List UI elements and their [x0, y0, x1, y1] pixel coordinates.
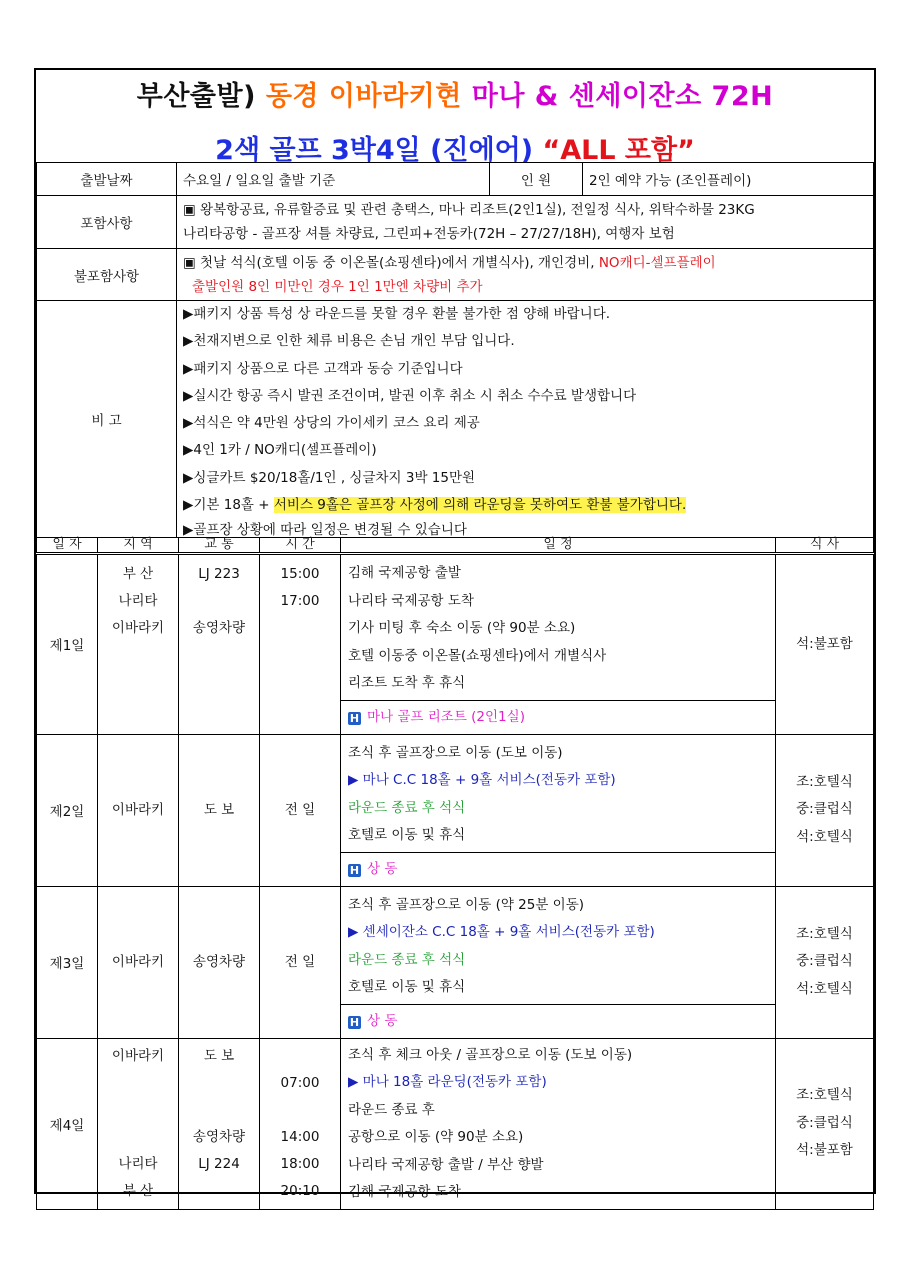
transport: 도 보 [203, 1047, 235, 1064]
region-cell [98, 554, 179, 735]
plan-list [341, 1039, 775, 1209]
region: 부 산 [122, 1182, 154, 1199]
plan-line: ▶ 센세이잔소 C.C 18홀 + 9홀 서비스(전동카 포함) [348, 924, 655, 940]
header-transport: 교 통 [179, 538, 260, 554]
meal-item: 조:호텔식 [796, 773, 853, 790]
excluded-label: 불포함사항 [37, 249, 177, 301]
remark-line: ▶천재지변으로 인한 체류 비용은 손님 개인 부담 입니다. [183, 333, 515, 350]
plan-line: 조식 후 체크 아웃 / 골프장으로 이동 (도보 이동) [348, 1046, 633, 1063]
header-plan: 일 정 [341, 538, 776, 554]
transport-cell [179, 1038, 260, 1209]
time-cell [260, 886, 341, 1038]
hotel-name: 마나 골프 리조트 (2인1실) [367, 708, 525, 725]
day-cell: 제4일 [37, 1038, 98, 1209]
region: 부 산 [122, 566, 154, 582]
departure-label: 출발날짜 [37, 163, 177, 196]
plan-line: 기사 미팅 후 숙소 이동 (약 90분 소요) [348, 620, 576, 636]
plan-line: ▶ 마나 C.C 18홀 + 9홀 서비스(전동카 포함) [348, 772, 616, 788]
plan-list [341, 887, 775, 1004]
hotel-line [341, 852, 775, 886]
region: 이바라키 [111, 801, 165, 818]
plan-line: 김해 국제공항 도착 [348, 1184, 461, 1200]
remark-line: ▶골프장 상황에 따라 일정은 변경될 수 있습니다 [183, 522, 467, 539]
header-meal: 식 사 [776, 538, 874, 554]
plan-line: 조식 후 골프장으로 이동 (도보 이동) [348, 744, 563, 761]
remark-line: ▶패키지 상품 특성 상 라운드를 못할 경우 환불 불가한 점 양해 바랍니다. [183, 306, 611, 322]
meal-item: 석:호텔식 [796, 828, 853, 845]
plan-line: 호텔로 이동 및 휴식 [348, 827, 466, 843]
excluded-line: ▣ 첫날 석식(호텔 이동 중 이온몰(쇼핑센타)에서 개별식사), 개인경비, [183, 254, 599, 271]
day-cell: 제1일 [37, 554, 98, 735]
remark-line: ▶싱글카트 $20/18홀/1인 , 싱글차지 3박 15만원 [183, 469, 476, 486]
meal-item: 중:클럽식 [796, 1114, 853, 1131]
region [98, 1097, 178, 1124]
plan-line: 라운드 종료 후 [348, 1101, 435, 1118]
region-list [98, 555, 178, 642]
departure-value: 수요일 / 일요일 출발 기준 [177, 163, 490, 196]
transport-list [179, 949, 259, 976]
transport [179, 1097, 259, 1124]
remark-line [183, 492, 867, 519]
region: 나리타 [118, 1155, 158, 1172]
meal-cell [776, 1038, 874, 1209]
remark-line: ▶실시간 항공 즉시 발권 조건이며, 발권 이후 취소 시 취소 수수료 발생합니다 [183, 387, 637, 404]
info-table [36, 162, 874, 538]
people-label: 인 원 [490, 163, 583, 196]
region [98, 1124, 178, 1151]
schedule-table [36, 537, 874, 1210]
region: 이바라키 [111, 1047, 165, 1064]
included-line: ▣ 왕복항공료, 유류할증료 및 관련 총택스, 마나 리조트(2인1실), 전일정 식사, 위탁수하물 23KG [183, 202, 755, 218]
meal-cell [776, 734, 874, 886]
header-day: 일 자 [37, 538, 98, 554]
time: 15:00 [280, 566, 320, 582]
title-segment: 2색 골프 3박4일 (진에어) [215, 135, 543, 166]
meal-cell [776, 554, 874, 735]
plan-cell [341, 1038, 776, 1209]
time-cell [260, 1038, 341, 1209]
transport: 송영차량 [192, 953, 246, 970]
plan-cell [341, 554, 776, 735]
transport-list [179, 797, 259, 824]
transport: LJ 223 [198, 566, 240, 582]
remarks-label: 비 고 [37, 301, 177, 538]
time: 전 일 [284, 953, 316, 970]
meal-item: 석:호텔식 [796, 980, 853, 997]
transport-list [179, 1039, 259, 1205]
meal-item: 조:호텔식 [796, 925, 853, 942]
region: 이바라키 [111, 620, 165, 636]
hotel-icon: H [349, 1015, 360, 1029]
plan-line: 리조트 도착 후 휴식 [348, 675, 466, 691]
remark-prefix: ▶기본 18홀 + [183, 497, 274, 514]
no-caddie-note: NO캐디-셀프플레이 [598, 254, 716, 271]
time: 20:10 [280, 1182, 320, 1199]
included-value [177, 196, 874, 249]
region-cell [98, 734, 179, 886]
time: 14:00 [280, 1128, 320, 1145]
schedule-row [37, 1038, 874, 1209]
plan-line: 조식 후 골프장으로 이동 (약 25분 이동) [348, 896, 585, 913]
plan-line: ▶ 마나 18홀 라운딩(전동카 포함) [348, 1074, 547, 1090]
hotel-line [341, 700, 775, 734]
extra-vehicle-fee-note: 출발인원 8인 미만인 경우 1인 1만엔 차량비 추가 [192, 278, 483, 295]
plan-line: 호텔 이동중 이온몰(쇼핑센타)에서 개별식사 [348, 647, 607, 664]
region: 이바라키 [111, 953, 165, 970]
hotel-name: 상 동 [367, 1012, 398, 1029]
plan-line: 나리타 국제공항 도착 [348, 592, 474, 609]
plan-line: 김해 국제공항 출발 [348, 565, 461, 581]
time: 전 일 [284, 801, 316, 818]
header-region: 지 역 [98, 538, 179, 554]
time: 07:00 [280, 1074, 320, 1091]
transport-cell [179, 886, 260, 1038]
time [260, 1043, 340, 1070]
hotel-icon: H [349, 711, 360, 725]
transport [179, 1178, 259, 1205]
remark-highlight: 서비스 9홀은 골프장 사정에 의해 라운딩을 못하여도 환불 불가합니다. [273, 497, 687, 514]
title-segment: “ALL 포함” [542, 135, 695, 166]
plan-line: 호텔로 이동 및 휴식 [348, 979, 466, 995]
transport: 송영차량 [192, 1128, 246, 1145]
time-list [260, 949, 340, 976]
remarks-value [177, 301, 874, 538]
schedule-row [37, 886, 874, 1038]
transport-cell [179, 734, 260, 886]
remark-line: ▶석식은 약 4만원 상당의 가이세키 코스 요리 제공 [183, 415, 480, 432]
meal-item: 조:호텔식 [796, 1087, 853, 1104]
plan-line: 라운드 종료 후 석식 [348, 799, 466, 816]
remark-line: ▶패키지 상품으로 다른 고객과 동승 기준입니다 [183, 360, 463, 377]
region-list [98, 1039, 178, 1205]
plan-line: 공항으로 이동 (약 90분 소요) [348, 1129, 524, 1145]
day-cell: 제2일 [37, 734, 98, 886]
transport: 도 보 [203, 801, 235, 818]
plan-cell [341, 886, 776, 1038]
transport: 송영차량 [192, 620, 246, 636]
included-label: 포함사항 [37, 196, 177, 249]
region-list [98, 797, 178, 824]
region: 나리타 [118, 593, 158, 609]
region-cell [98, 886, 179, 1038]
time-list [260, 555, 340, 615]
excluded-value [177, 249, 874, 301]
time-list [260, 797, 340, 824]
time-list [260, 1039, 340, 1205]
transport-list [179, 555, 259, 642]
plan-list [341, 555, 775, 700]
hotel-icon: H [349, 863, 360, 877]
title-segment: 부산출발) [136, 81, 266, 112]
itinerary-sheet [34, 68, 876, 1200]
meal-item: 석:불포함 [796, 1142, 853, 1159]
time: 17:00 [280, 593, 320, 609]
plan-line: 나리타 국제공항 출발 / 부산 향발 [348, 1156, 544, 1173]
region [98, 1070, 178, 1097]
time-cell [260, 734, 341, 886]
time-cell [260, 554, 341, 735]
region-list [98, 949, 178, 976]
header-time: 시 간 [260, 538, 341, 554]
day-cell: 제3일 [37, 886, 98, 1038]
meal-item: 중:클럽식 [796, 953, 853, 970]
title-line-1 [36, 74, 874, 113]
transport [179, 588, 259, 615]
meal-cell [776, 886, 874, 1038]
remark-line: ▶4인 1카 / NO캐디(셀프플레이) [183, 442, 377, 459]
plan-line: 라운드 종료 후 석식 [348, 951, 466, 968]
plan-list [341, 735, 775, 852]
title-segment: 이바라키현 [328, 81, 472, 112]
time [260, 1097, 340, 1124]
included-line: 나리타공항 - 골프장 셔틀 차량료, 그린피+전동카(72H – 27/27/18H), 여행자 보험 [183, 226, 675, 242]
plan-cell [341, 734, 776, 886]
transport: LJ 224 [198, 1155, 240, 1172]
meal-item: 석:불포함 [796, 635, 853, 652]
title-segment: 마나 & 센세이잔소 72H [471, 81, 774, 112]
transport [179, 1070, 259, 1097]
meal-item: 중:클럽식 [796, 801, 853, 818]
hotel-line [341, 1004, 775, 1038]
hotel-name: 상 동 [367, 860, 398, 877]
schedule-row [37, 734, 874, 886]
people-value: 2인 예약 가능 (조인플레이) [583, 163, 874, 196]
region-cell [98, 1038, 179, 1209]
time: 18:00 [280, 1155, 320, 1172]
title-segment: 동경 [265, 81, 329, 112]
transport-cell [179, 554, 260, 735]
schedule-row [37, 554, 874, 735]
